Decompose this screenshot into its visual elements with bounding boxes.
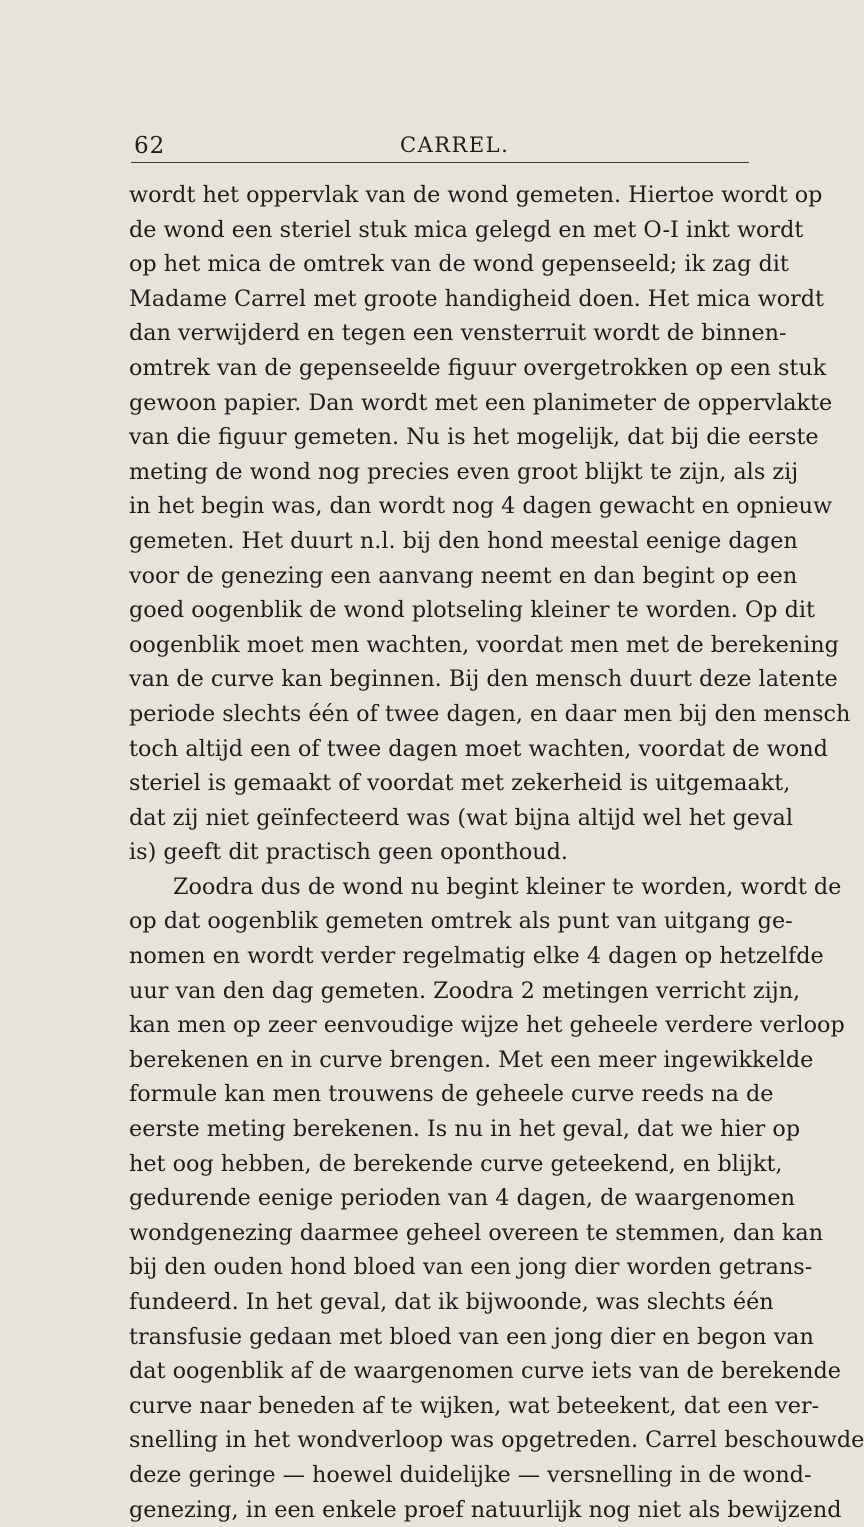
text-line: Madame Carrel met groote handigheid doen. Het mica wordt xyxy=(129,285,825,312)
text-line: op het mica de omtrek van de wond gepenseeld; ik zag dit xyxy=(129,251,789,278)
text-line: formule kan men trouwens de geheele curve reeds na de xyxy=(129,1081,774,1108)
page-header xyxy=(131,131,749,161)
text-line: transfusie gedaan met bloed van een jong dier en begon van xyxy=(129,1323,814,1350)
text-line: nomen en wordt verder regelmatig elke 4 dagen op hetzelfde xyxy=(129,943,824,970)
text-line: dat oogenblik af de waargenomen curve iets van de berekende xyxy=(129,1358,841,1385)
text-line: het oog hebben, de berekende curve geteekend, en blijkt, xyxy=(129,1150,783,1177)
text-line-paragraph-start: Zoodra dus de wond nu begint kleiner te worden, wordt de xyxy=(173,873,842,900)
text-line: deze geringe — hoewel duidelijke — versnelling in de wond- xyxy=(129,1461,812,1488)
text-line: genezing, in een enkele proef natuurlijk nog niet als bewijzend xyxy=(129,1496,842,1523)
text-line: dat zij niet geïnfecteerd was (wat bijna altijd wel het geval xyxy=(129,804,793,831)
text-line: in het begin was, dan wordt nog 4 dagen gewacht en opnieuw xyxy=(129,493,833,520)
body-text xyxy=(129,178,864,1527)
text-line: omtrek van de gepenseelde figuur overgetrokken op een stuk xyxy=(129,354,827,381)
text-line: curve naar beneden af te wijken, wat beteekent, dat een ver- xyxy=(129,1392,820,1419)
text-line: bij den ouden hond bloed van een jong dier worden getrans- xyxy=(129,1254,813,1281)
text-line: de wond een steriel stuk mica gelegd en met O-I inkt wordt xyxy=(129,216,804,243)
running-title: CARREL. xyxy=(400,133,510,157)
text-line: gewoon papier. Dan wordt met een planimeter de oppervlakte xyxy=(129,389,833,416)
header-rule xyxy=(131,162,749,163)
text-line: gedurende eenige perioden van 4 dagen, de waargenomen xyxy=(129,1185,795,1212)
text-line: periode slechts één of twee dagen, en daar men bij den mensch xyxy=(129,700,851,727)
text-line: meting de wond nog precies even groot blijkt te zijn, als zij xyxy=(129,458,799,485)
page-number: 62 xyxy=(134,133,166,159)
text-line-paragraph-end: is) geeft dit practisch geen oponthoud. xyxy=(129,839,569,866)
text-line: dan verwijderd en tegen een vensterruit wordt de binnen- xyxy=(129,320,787,347)
text-line: fundeerd. In het geval, dat ik bijwoonde, was slechts één xyxy=(129,1289,774,1315)
text-line: van de curve kan beginnen. Bij den mensch duurt deze latente xyxy=(129,666,838,693)
text-line: steriel is gemaakt of voordat met zekerheid is uitgemaakt, xyxy=(129,770,791,797)
text-line: voor de genezing een aanvang neemt en dan begint op een xyxy=(129,562,798,589)
text-line: kan men op zeer eenvoudige wijze het geheele verdere verloop xyxy=(129,1012,845,1039)
text-line: snelling in het wondverloop was opgetreden. Carrel beschouwde xyxy=(129,1427,864,1454)
text-line: op dat oogenblik gemeten omtrek als punt van uitgang ge- xyxy=(129,908,793,935)
text-line: uur van den dag gemeten. Zoodra 2 metingen verricht zijn, xyxy=(129,977,801,1004)
text-line: van die figuur gemeten. Nu is het mogelijk, dat bij die eerste xyxy=(129,424,819,451)
text-line: wordt het oppervlak van de wond gemeten. Hiertoe wordt op xyxy=(129,182,823,208)
text-line: oogenblik moet men wachten, voordat men met de berekening xyxy=(129,631,839,658)
text-line: berekenen en in curve brengen. Met een meer ingewikkelde xyxy=(129,1046,814,1073)
text-line: wondgenezing daarmee geheel overeen te stemmen, dan kan xyxy=(129,1219,824,1246)
text-line: gemeten. Het duurt n.l. bij den hond meestal eenige dagen xyxy=(129,527,798,554)
text-line: toch altijd een of twee dagen moet wachten, voordat de wond xyxy=(129,735,828,762)
text-line: eerste meting berekenen. Is nu in het geval, dat we hier op xyxy=(129,1116,801,1143)
text-line: goed oogenblik de wond plotseling kleiner te worden. Op dit xyxy=(129,597,815,624)
